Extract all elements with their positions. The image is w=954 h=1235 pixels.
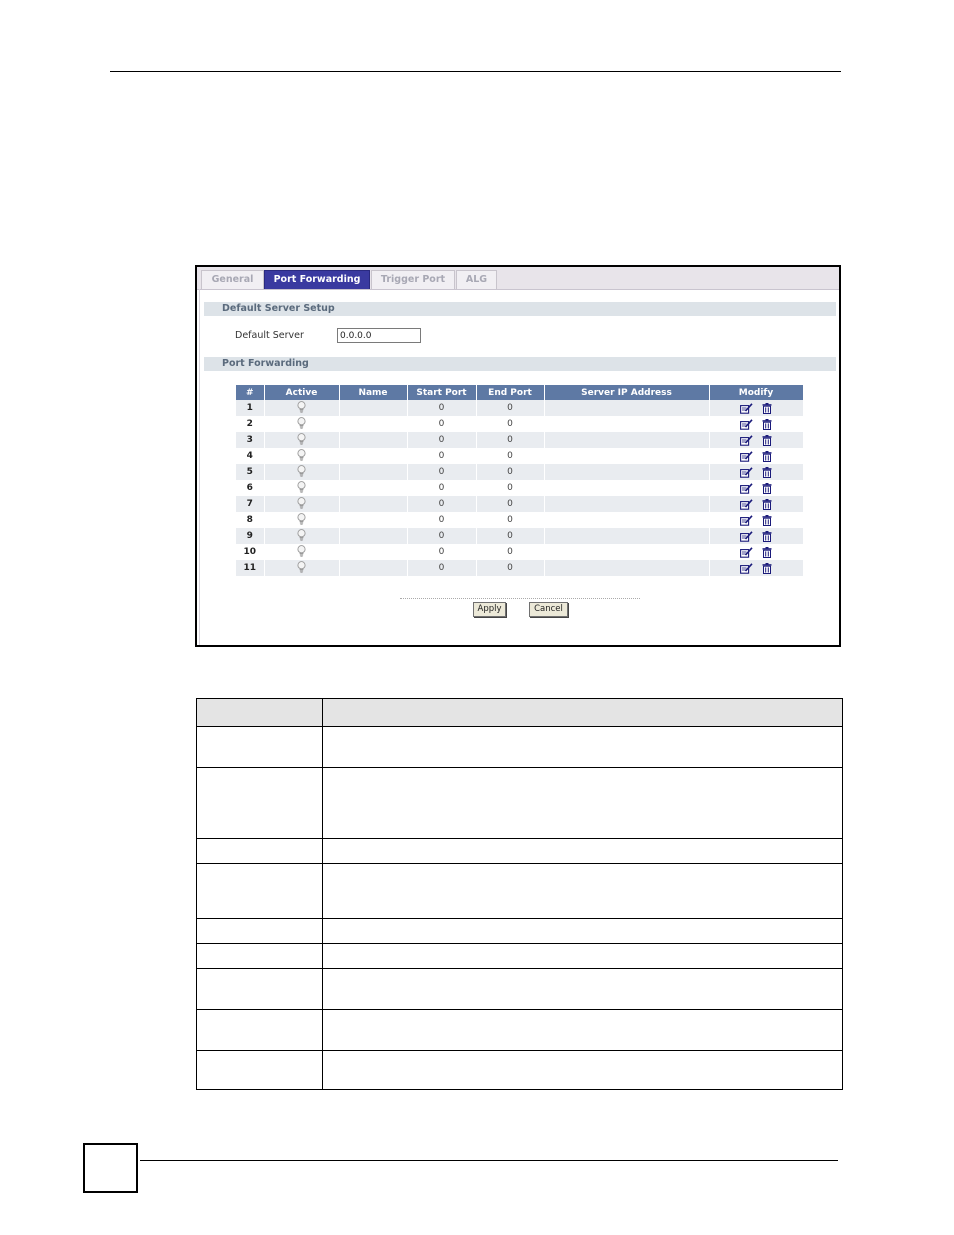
col-start-port: Start Port <box>407 385 476 400</box>
delete-icon[interactable] <box>762 468 772 478</box>
table-row <box>236 400 803 416</box>
footer-rule <box>140 1160 838 1161</box>
start-port-cell: 0 <box>407 416 476 432</box>
screenshot-frame <box>195 265 841 647</box>
modify-cell <box>709 432 803 448</box>
start-port-cell: 0 <box>407 560 476 576</box>
col-number: # <box>236 385 264 400</box>
server-ip-cell <box>544 496 709 512</box>
table-row <box>236 432 803 448</box>
end-port-cell: 0 <box>476 528 544 544</box>
active-cell <box>264 528 339 544</box>
modify-cell <box>709 512 803 528</box>
end-port-cell: 0 <box>476 496 544 512</box>
name-cell <box>339 416 407 432</box>
modify-cell <box>709 416 803 432</box>
lightbulb-icon[interactable] <box>297 529 306 544</box>
col-name: Name <box>339 385 407 400</box>
end-port-cell: 0 <box>476 544 544 560</box>
lightbulb-icon[interactable] <box>297 433 306 448</box>
active-cell <box>264 480 339 496</box>
server-ip-cell <box>544 416 709 432</box>
table-row <box>236 480 803 496</box>
modify-cell <box>709 496 803 512</box>
name-cell <box>339 512 407 528</box>
desc-row <box>197 768 843 839</box>
lightbulb-icon[interactable] <box>297 449 306 464</box>
name-cell <box>339 448 407 464</box>
apply-button[interactable]: Apply <box>473 602 506 617</box>
delete-icon[interactable] <box>762 532 772 542</box>
default-server-input[interactable] <box>337 328 421 343</box>
active-cell <box>264 560 339 576</box>
start-port-cell: 0 <box>407 464 476 480</box>
name-cell <box>339 480 407 496</box>
tab-general[interactable]: General <box>201 270 264 289</box>
modify-cell <box>709 480 803 496</box>
name-cell <box>339 560 407 576</box>
modify-cell <box>709 560 803 576</box>
desc-header-row <box>197 699 843 727</box>
active-cell <box>264 448 339 464</box>
row-number: 3 <box>236 432 264 448</box>
active-cell <box>264 416 339 432</box>
name-cell <box>339 400 407 416</box>
table-row <box>236 560 803 576</box>
modify-cell <box>709 400 803 416</box>
end-port-cell: 0 <box>476 560 544 576</box>
delete-icon[interactable] <box>762 404 772 414</box>
server-ip-cell <box>544 432 709 448</box>
start-port-cell: 0 <box>407 448 476 464</box>
row-number: 10 <box>236 544 264 560</box>
active-cell <box>264 464 339 480</box>
lightbulb-icon[interactable] <box>297 545 306 560</box>
desc-row <box>197 1010 843 1051</box>
row-number: 2 <box>236 416 264 432</box>
field-description-table <box>196 698 843 1090</box>
end-port-cell: 0 <box>476 512 544 528</box>
tab-trigger-port[interactable]: Trigger Port <box>371 270 455 289</box>
end-port-cell: 0 <box>476 416 544 432</box>
start-port-cell: 0 <box>407 432 476 448</box>
row-number: 5 <box>236 464 264 480</box>
table-row <box>236 544 803 560</box>
row-number: 1 <box>236 400 264 416</box>
name-cell <box>339 496 407 512</box>
tab-alg[interactable]: ALG <box>456 270 497 289</box>
name-cell <box>339 544 407 560</box>
desc-row <box>197 864 843 919</box>
delete-icon[interactable] <box>762 516 772 526</box>
server-ip-cell <box>544 400 709 416</box>
delete-icon[interactable] <box>762 548 772 558</box>
edit-icon[interactable] <box>740 532 753 542</box>
edit-icon[interactable] <box>740 516 753 526</box>
server-ip-cell <box>544 544 709 560</box>
table-row <box>236 528 803 544</box>
lightbulb-icon[interactable] <box>297 481 306 496</box>
table-row <box>236 448 803 464</box>
active-cell <box>264 400 339 416</box>
server-ip-cell <box>544 560 709 576</box>
button-divider <box>400 598 640 599</box>
server-ip-cell <box>544 448 709 464</box>
default-server-label: Default Server <box>235 330 304 341</box>
table-row <box>236 512 803 528</box>
default-server-section-title: Default Server Setup <box>204 302 836 316</box>
delete-icon[interactable] <box>762 500 772 510</box>
server-ip-cell <box>544 512 709 528</box>
edit-icon[interactable] <box>740 468 753 478</box>
delete-icon[interactable] <box>762 436 772 446</box>
row-number: 11 <box>236 560 264 576</box>
tab-port-forwarding[interactable]: Port Forwarding <box>264 270 370 289</box>
modify-cell <box>709 464 803 480</box>
port-forwarding-section-title: Port Forwarding <box>204 357 836 371</box>
edit-icon[interactable] <box>740 436 753 446</box>
frame-left-border <box>199 289 200 645</box>
page-number-box <box>83 1143 138 1193</box>
row-number: 9 <box>236 528 264 544</box>
col-server-ip: Server IP Address <box>544 385 709 400</box>
start-port-cell: 0 <box>407 512 476 528</box>
edit-icon[interactable] <box>740 452 753 462</box>
name-cell <box>339 528 407 544</box>
row-number: 8 <box>236 512 264 528</box>
edit-icon[interactable] <box>740 500 753 510</box>
table-row <box>236 464 803 480</box>
name-cell <box>339 432 407 448</box>
end-port-cell: 0 <box>476 448 544 464</box>
lightbulb-icon[interactable] <box>297 513 306 528</box>
table-row <box>236 496 803 512</box>
desc-row <box>197 1051 843 1090</box>
edit-icon[interactable] <box>740 404 753 414</box>
start-port-cell: 0 <box>407 528 476 544</box>
desc-row <box>197 727 843 768</box>
delete-icon[interactable] <box>762 484 772 494</box>
start-port-cell: 0 <box>407 400 476 416</box>
cancel-button[interactable]: Cancel <box>529 602 568 617</box>
end-port-cell: 0 <box>476 464 544 480</box>
active-cell <box>264 544 339 560</box>
server-ip-cell <box>544 528 709 544</box>
row-number: 7 <box>236 496 264 512</box>
lightbulb-icon[interactable] <box>297 561 306 576</box>
desc-row <box>197 944 843 969</box>
lightbulb-icon[interactable] <box>297 401 306 416</box>
col-modify: Modify <box>709 385 803 400</box>
edit-icon[interactable] <box>740 484 753 494</box>
tab-bar <box>197 267 839 290</box>
active-cell <box>264 512 339 528</box>
lightbulb-icon[interactable] <box>297 465 306 480</box>
active-cell <box>264 496 339 512</box>
server-ip-cell <box>544 464 709 480</box>
port-forwarding-table <box>236 385 804 576</box>
edit-icon[interactable] <box>740 420 753 430</box>
start-port-cell: 0 <box>407 480 476 496</box>
desc-row <box>197 919 843 944</box>
col-end-port: End Port <box>476 385 544 400</box>
end-port-cell: 0 <box>476 432 544 448</box>
modify-cell <box>709 544 803 560</box>
table-header-row <box>236 385 803 400</box>
delete-icon[interactable] <box>762 564 772 574</box>
server-ip-cell <box>544 480 709 496</box>
active-cell <box>264 432 339 448</box>
desc-row <box>197 969 843 1010</box>
edit-icon[interactable] <box>740 548 753 558</box>
start-port-cell: 0 <box>407 496 476 512</box>
end-port-cell: 0 <box>476 480 544 496</box>
lightbulb-icon[interactable] <box>297 417 306 432</box>
header-rule <box>110 71 841 72</box>
end-port-cell: 0 <box>476 400 544 416</box>
name-cell <box>339 464 407 480</box>
delete-icon[interactable] <box>762 420 772 430</box>
modify-cell <box>709 528 803 544</box>
lightbulb-icon[interactable] <box>297 497 306 512</box>
table-row <box>236 416 803 432</box>
delete-icon[interactable] <box>762 452 772 462</box>
row-number: 4 <box>236 448 264 464</box>
start-port-cell: 0 <box>407 544 476 560</box>
col-active: Active <box>264 385 339 400</box>
modify-cell <box>709 448 803 464</box>
row-number: 6 <box>236 480 264 496</box>
edit-icon[interactable] <box>740 564 753 574</box>
desc-row <box>197 839 843 864</box>
